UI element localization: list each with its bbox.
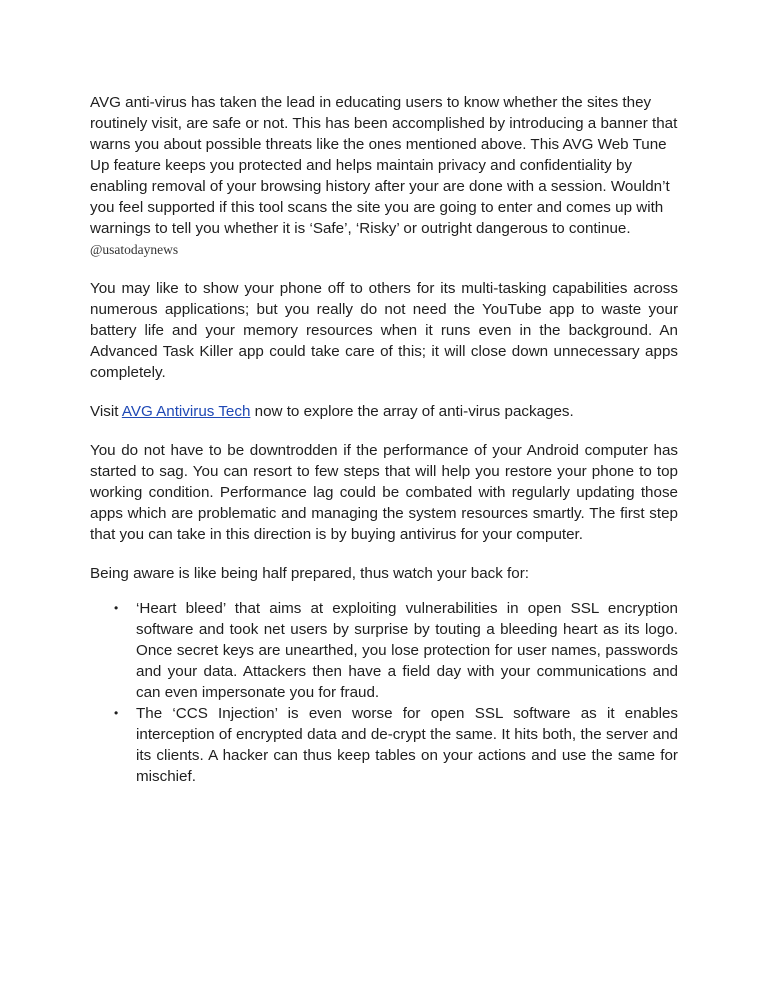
list-item-text: The ‘CCS Injection’ is even worse for open SSL software as it enables interception of encrypted data and de-crypt the same. It hits both, the server and its clients. A hacker can thus keep tables on your actions and use the same for mischief. <box>136 705 678 785</box>
visit-prefix: Visit <box>90 403 122 420</box>
bullet-icon: • <box>114 706 119 720</box>
twitter-handle: @usatodaynews <box>90 242 179 257</box>
visit-suffix: now to explore the array of anti-virus packages. <box>250 403 574 420</box>
paragraph-visit <box>90 401 678 422</box>
paragraph-being-aware: Being aware is like being half prepared, thus watch your back for: <box>90 565 529 582</box>
bullet-icon: • <box>114 601 119 615</box>
paragraph-task-killer: You may like to show your phone off to others for its multi-tasking capabilities across numerous applications; but you really do not need the YouTube app to waste your battery life and your memory resources when it runs even in the background. An Advanced Task Killer app could take care of this; it will close down unnecessary apps completely. <box>90 280 678 381</box>
avg-antivirus-tech-link[interactable]: AVG Antivirus Tech <box>121 403 251 420</box>
list-item <box>90 703 678 787</box>
paragraph-avg-intro-text: AVG anti-virus has taken the lead in educating users to know whether the sites they routinely visit, are safe or not. This has been accomplished by introducing a banner that warns you about possible threats like the ones mentioned above. This AVG Web Tune Up feature keeps you protected and helps maintain privacy and confidentiality by enabling removal of your browsing history after your are done with a session. Wouldn’t you feel supported if this tool scans the site you are going to enter and comes up with warnings to tell you whether it is ‘Safe’, ‘Risky’ or outright dangerous to continue. <box>90 94 678 237</box>
document-page <box>90 92 678 787</box>
paragraph-android-performance: You do not have to be downtrodden if the performance of your Android computer has started to sag. You can resort to few steps that will help you restore your phone to top working condition. Performance lag could be combated with regularly updating those apps which are problematic and managing the system resources smartly. The first step that you can take in this direction is by buying antivirus for your computer. <box>90 442 678 543</box>
paragraph-avg-intro <box>90 92 678 260</box>
list-item <box>90 598 678 703</box>
threat-list <box>90 598 678 787</box>
list-item-text: ‘Heart bleed’ that aims at exploiting vulnerabilities in open SSL encryption software and took net users by surprise by touting a bleeding heart as its logo. Once secret keys are unearthed, you lose protection for user names, passwords and your data. Attackers then have a field day with your communications and can even impersonate you for fraud. <box>136 600 678 701</box>
